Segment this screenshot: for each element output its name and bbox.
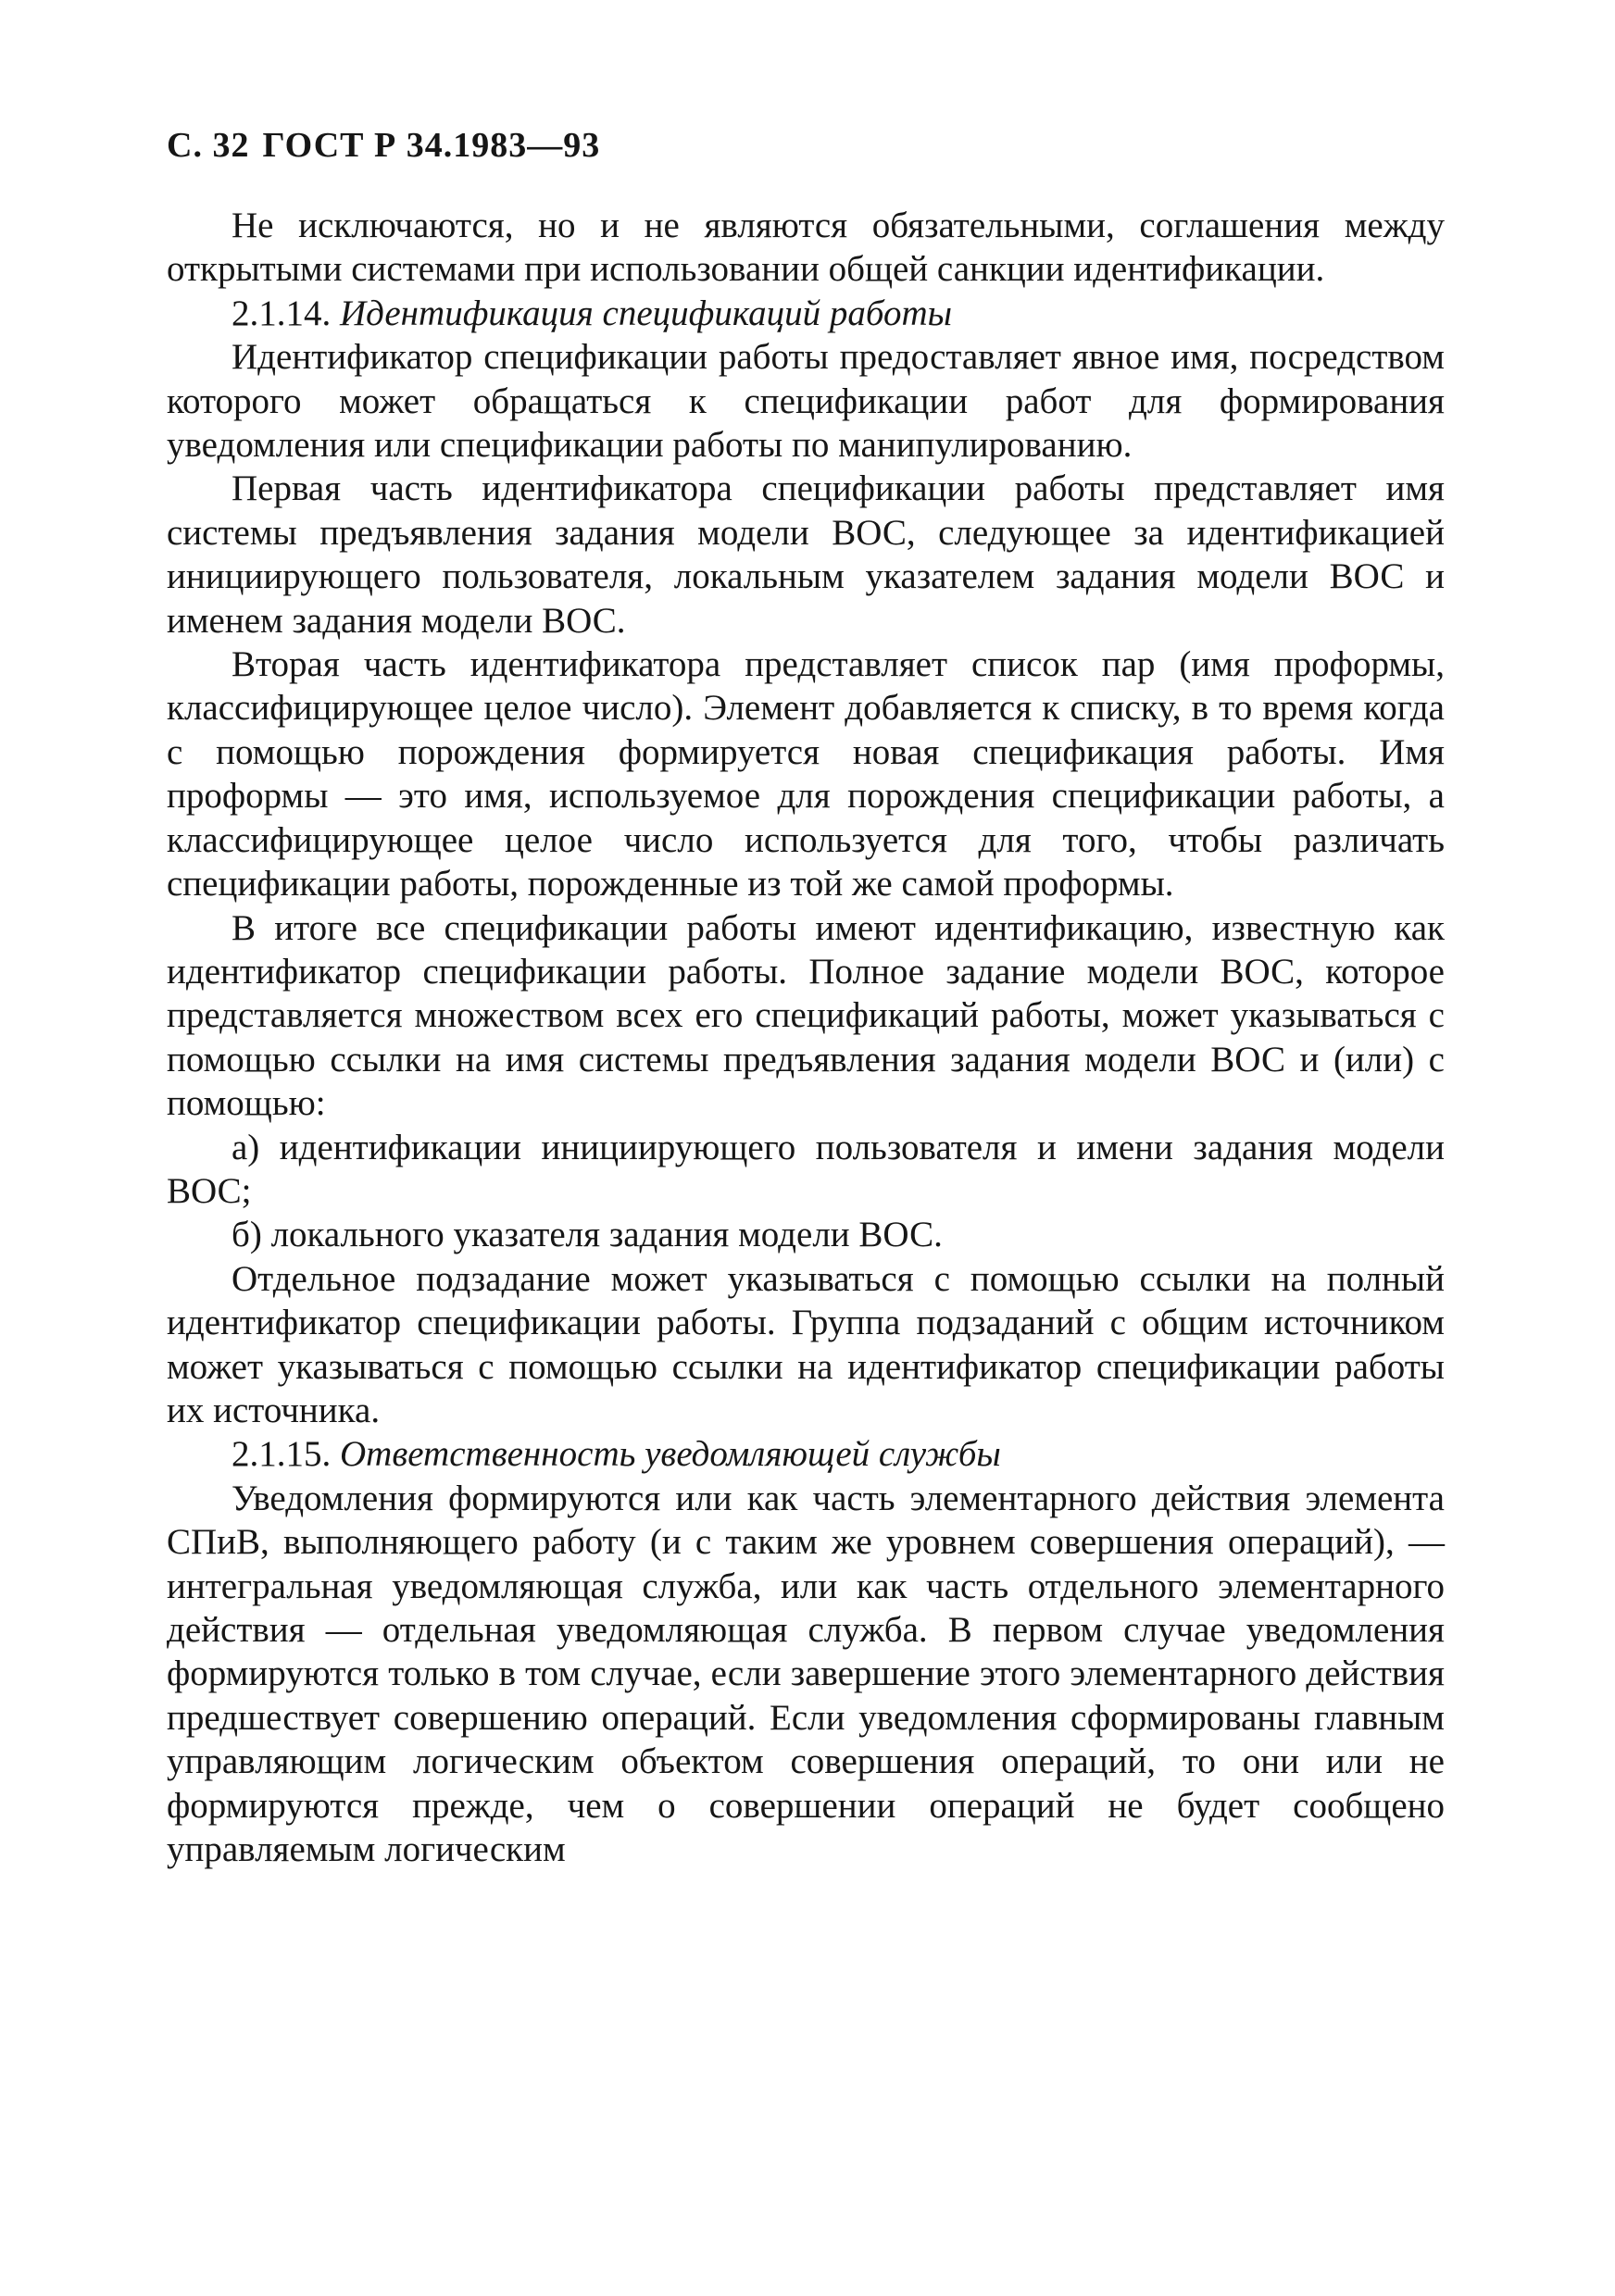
list-item: б) локального указателя задания модели ВОС.: [232, 1215, 943, 1255]
list-item: а) идентификации инициирующего пользователя и имени задания модели ВОС;: [167, 1127, 1445, 1211]
page-number: С. 32: [167, 126, 250, 165]
section-title: Идентификация спецификаций работы: [340, 293, 953, 333]
paragraph: Вторая часть идентификатора представляет список пар (имя проформы, классифицирующее целое число). Элемент добавляется к списку, в то время когда с помощью порождения формируется новая спецификация работы. Имя проформы — это имя, используемое для порождения спецификации работы, а классифицирующее целое число используется для того, чтобы различать спецификации работы, порожденные из той же самой проформы.: [167, 644, 1445, 905]
section-heading-2-1-15: [167, 1432, 1445, 1476]
document-body: [167, 204, 1445, 1871]
paragraph: Идентификатор спецификации работы предоставляет явное имя, посредством которого может обращаться к спецификации работ для формирования уведомления или спецификации работы по манипулированию.: [167, 337, 1445, 466]
section-heading-2-1-14: [167, 292, 1445, 335]
section-number: 2.1.15.: [232, 1434, 332, 1475]
section-title: Ответственность уведомляющей службы: [340, 1434, 1001, 1475]
paragraph: Уведомления формируются или как часть элементарного действия элемента СПиВ, выполняющего работу (и с таким же уровнем совершения операций), — интегральная уведомляющая служба, или как часть отдельного элементарного действия — отдельная уведомляющая служба. В первом случае уведомления формируются только в том случае, если завершение этого элементарного действия предшествует совершению операций. Если уведомления сформированы главным управляющим логическим объектом совершения операций, то они или не формируются прежде, чем о совершении операций не будет сообщено управляемым логическим: [167, 1478, 1445, 1870]
section-number: 2.1.14.: [232, 293, 332, 333]
paragraph: В итоге все спецификации работы имеют идентификацию, известную как идентификатор спецификации работы. Полное задание модели ВОС, которое представляется множеством всех его спецификаций работы, может указываться с помощью ссылки на имя системы предъявления задания модели ВОС и (или) с помощью:: [167, 907, 1445, 1124]
page-header: [167, 125, 600, 166]
standard-designation: ГОСТ Р 34.1983—93: [262, 126, 601, 165]
paragraph: Не исключаются, но и не являются обязательными, соглашения между открытыми системами при использовании общей санкции идентификации.: [167, 206, 1445, 290]
paragraph: Первая часть идентификатора спецификации работы представляет имя системы предъявления задания модели ВОС, следующее за идентификацией инициирующего пользователя, локальным указателем задания модели ВОС и именем задания модели ВОС.: [167, 468, 1445, 641]
paragraph: Отдельное подзадание может указываться с помощью ссылки на полный идентификатор спецификации работы. Группа подзаданий с общим источником может указываться с помощью ссылки на идентификатор спецификации работы их источника.: [167, 1258, 1445, 1430]
